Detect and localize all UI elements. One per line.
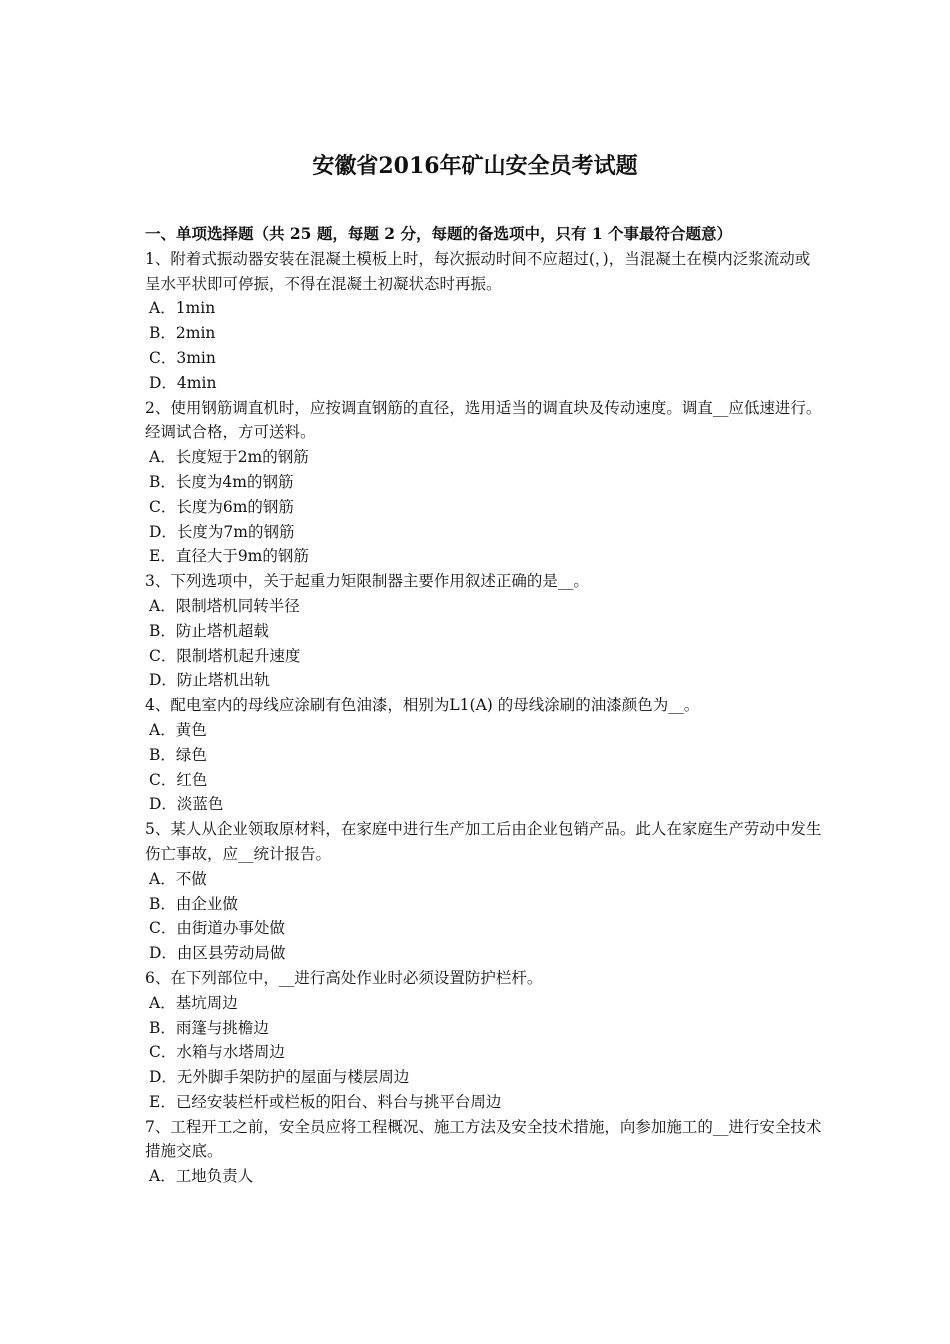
answer-option: E．直径大于9m的钢筋 <box>149 547 309 566</box>
answer-option: D．4min <box>149 373 217 392</box>
answer-option: B．2min <box>149 324 216 343</box>
answer-option: C．限制塔机起升速度 <box>149 646 301 665</box>
answer-option: B．由企业做 <box>149 894 238 913</box>
question-item <box>145 247 825 396</box>
answer-option: D．防止塔机出轨 <box>149 671 270 690</box>
answer-option: B．防止塔机超载 <box>149 621 269 640</box>
answer-option: C．长度为6m的钢筋 <box>149 497 294 516</box>
answer-option: B．雨篷与挑檐边 <box>149 1018 269 1037</box>
answer-option: C．3min <box>149 348 216 367</box>
question-item <box>145 817 825 966</box>
question-text: 2、使用钢筋调直机时，应按调直钢筋的直径，选用适当的调直块及传动速度。调直__应低速进行。经调试合格，方可送料。 <box>145 398 822 442</box>
question-text: 3、下列选项中，关于起重力矩限制器主要作用叙述正确的是__。 <box>145 572 589 591</box>
answer-option: A．黄色 <box>149 720 207 739</box>
question-item <box>145 693 825 817</box>
question-item <box>145 569 825 693</box>
answer-option: A．限制塔机同转半径 <box>149 596 300 615</box>
question-item <box>145 1115 825 1189</box>
answer-option: E．已经安装栏杆或栏板的阳台、料台与挑平台周边 <box>149 1092 502 1111</box>
answer-option: A．工地负责人 <box>149 1167 254 1186</box>
question-text: 4、配电室内的母线应涂刷有色油漆，相别为L1(A) 的母线涂刷的油漆颜色为__。 <box>145 696 700 715</box>
question-text: 6、在下列部位中，__进行高处作业时必须设置防护栏杆。 <box>145 968 543 987</box>
answer-option: A．基坑周边 <box>149 993 238 1012</box>
document-body <box>145 222 825 1189</box>
answer-option: A．长度短于2m的钢筋 <box>149 448 309 467</box>
answer-option: B．绿色 <box>149 745 207 764</box>
answer-option: C．红色 <box>149 770 208 789</box>
question-text: 7、工程开工之前，安全员应将工程概况、施工方法及安全技术措施，向参加施工的__进行安全技术措施交底。 <box>145 1117 822 1161</box>
question-item <box>145 966 825 1115</box>
answer-option: D．无外脚手架防护的屋面与楼层周边 <box>149 1068 410 1087</box>
answer-option: C．由街道办事处做 <box>149 919 285 938</box>
section-heading: 一、单项选择题（共 25 题，每题 2 分，每题的备选项中，只有 1 个事最符合题意） <box>145 224 733 243</box>
answer-option: B．长度为4m的钢筋 <box>149 472 294 491</box>
answer-option: C．水箱与水塔周边 <box>149 1043 285 1062</box>
answer-option: A．不做 <box>149 869 207 888</box>
answer-option: A．1min <box>149 299 216 318</box>
question-text: 1、附着式振动器安装在混凝土模板上时，每次振动时间不应超过(，)，当混凝土在模内泛浆流动或呈水平状即可停振，不得在混凝土初凝状态时再振。 <box>145 249 811 293</box>
document-title: 安徽省2016年矿山安全员考试题 <box>312 153 638 179</box>
question-item <box>145 396 825 570</box>
question-text: 5、某人从企业领取原材料，在家庭中进行生产加工后由企业包销产品。此人在家庭生产劳动中发生伤亡事故，应__统计报告。 <box>145 820 822 863</box>
answer-option: D．长度为7m的钢筋 <box>149 522 295 541</box>
answer-option: D．淡蓝色 <box>149 795 224 814</box>
answer-option: D．由区县劳动局做 <box>149 944 286 963</box>
question-list <box>145 247 825 1189</box>
